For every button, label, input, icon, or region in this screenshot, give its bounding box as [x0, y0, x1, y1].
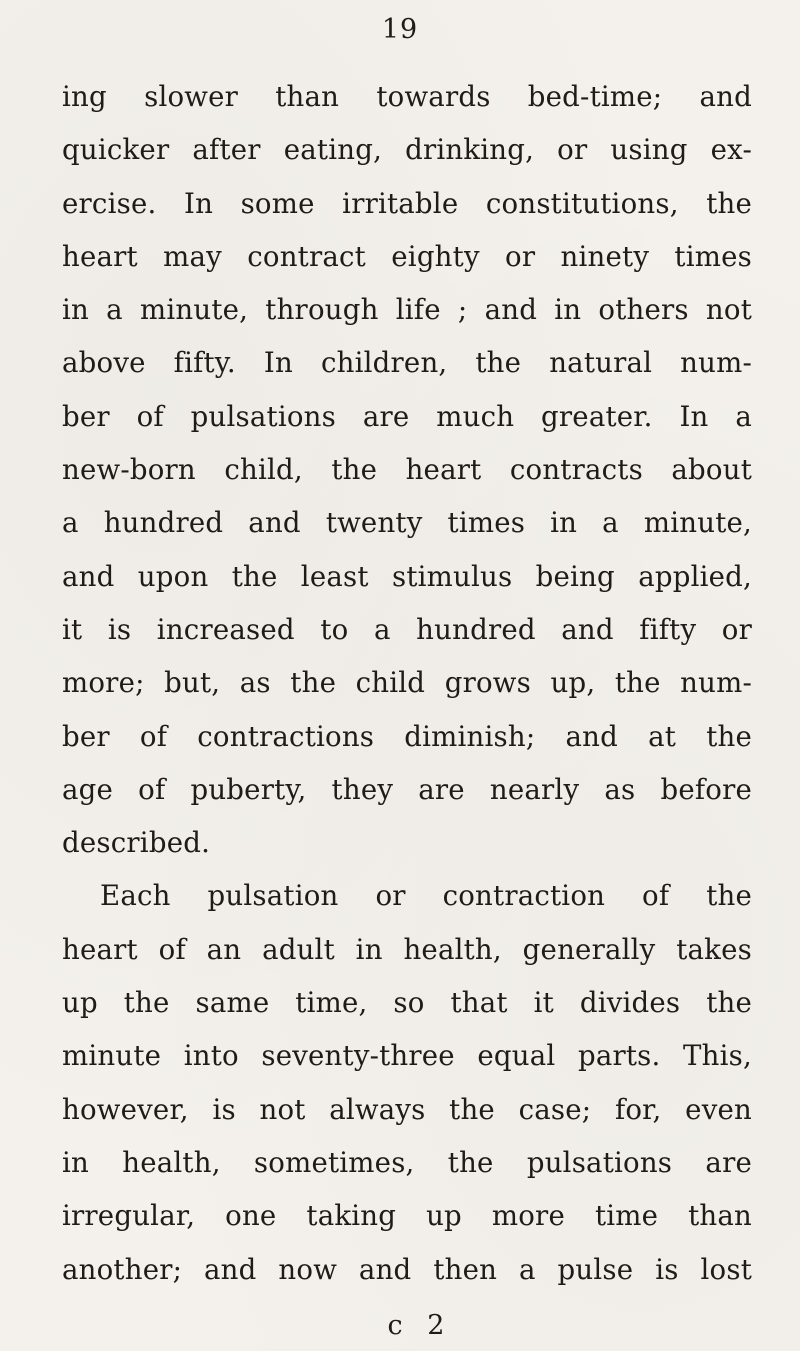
text-line: age of puberty, they are nearly as before [62, 772, 752, 806]
text-line: heart may contract eighty or ninety times [62, 239, 752, 273]
text-line: in a minute, through life ; and in others not [62, 293, 752, 327]
text-line: ing slower than towards bed-time; and [62, 80, 752, 113]
text-line: ercise. In some irritable constitutions, the [62, 186, 752, 220]
text-line: ber of contractions diminish; and at the [62, 719, 752, 753]
text-line: minute into seventy-three equal parts. This, [62, 1039, 752, 1073]
text-line: in health, sometimes, the pulsations are [62, 1145, 752, 1179]
text-line: and upon the least stimulus being applied, [62, 559, 752, 593]
text-line: above fifty. In children, the natural num- [62, 346, 752, 380]
text-line: irregular, one taking up more time than [62, 1199, 752, 1233]
text-line: heart of an adult in health, generally takes [62, 932, 752, 966]
text-line: up the same time, so that it divides the [62, 986, 752, 1020]
text-line: however, is not always the case; for, even [62, 1092, 752, 1126]
text-line: another; and now and then a pulse is lost [62, 1252, 752, 1286]
page-number: 19 [381, 14, 419, 45]
body-text [62, 70, 752, 1296]
text-line: new-born child, the heart contracts about [62, 453, 752, 487]
text-line: ber of pulsations are much greater. In a [62, 399, 752, 433]
text-line: it is increased to a hundred and fifty or [62, 612, 752, 646]
signature-mark: c 2 [387, 1310, 453, 1341]
text-line: quicker after eating, drinking, or using ex- [62, 133, 752, 167]
text-line: more; but, as the child grows up, the num- [62, 666, 752, 700]
text-line: described. [62, 826, 211, 860]
text-line: a hundred and twenty times in a minute, [62, 506, 752, 540]
text-line: Each pulsation or contraction of the [100, 879, 752, 913]
